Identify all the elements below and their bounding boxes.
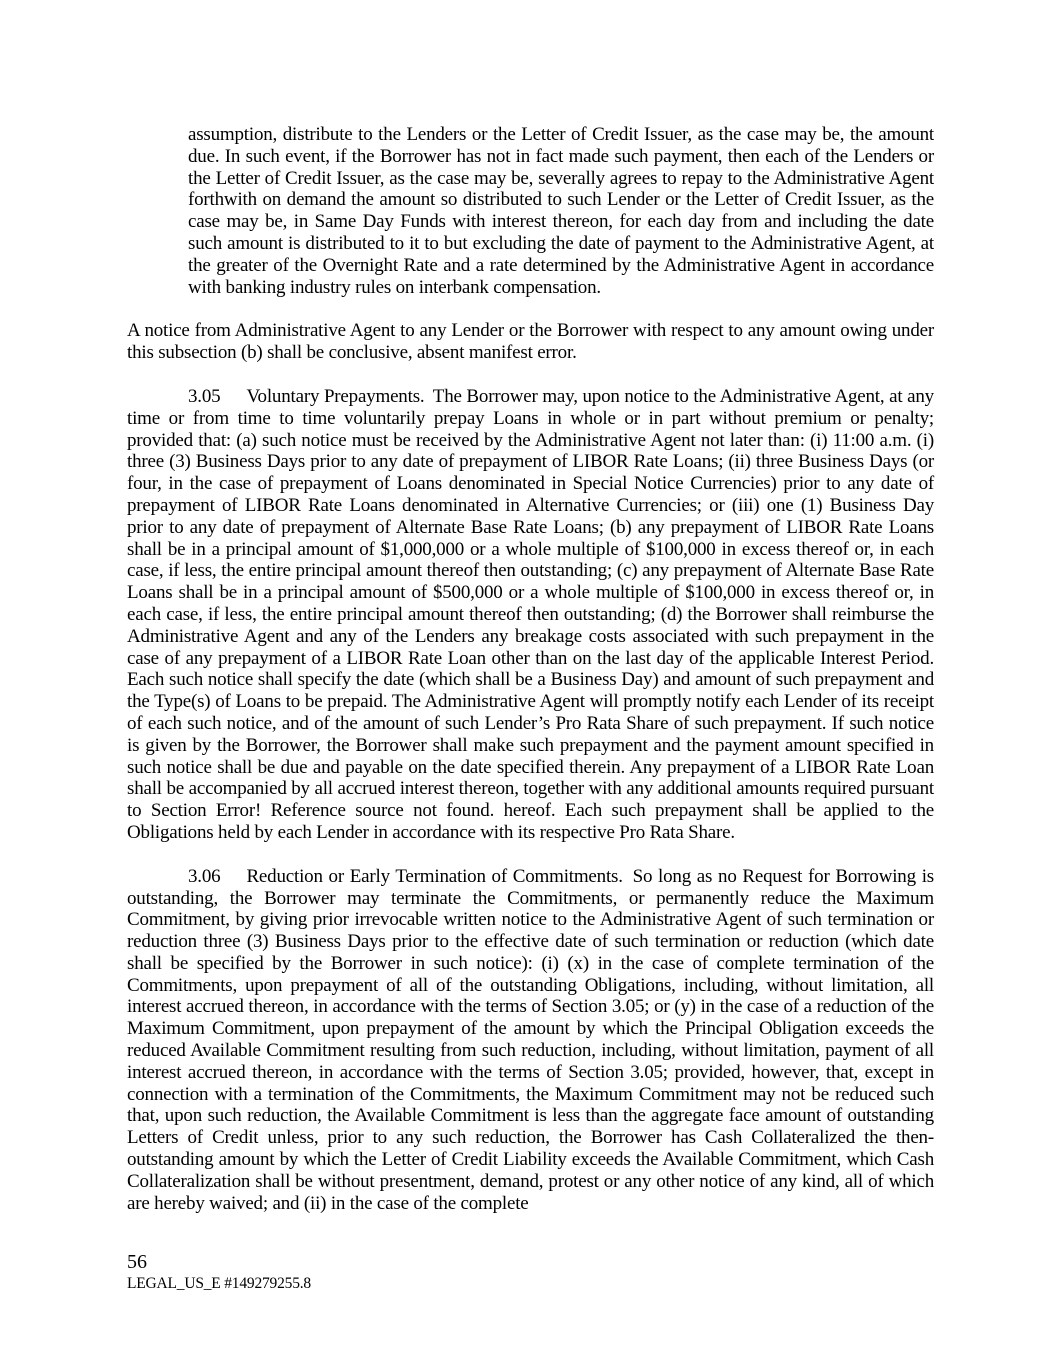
section-3-05-paragraph [127, 386, 934, 844]
page-body [127, 124, 934, 1236]
section-heading-voluntary-prepayments: Voluntary Prepayments. [246, 385, 425, 407]
section-body-3-06: So long as no Request for Borrowing is outstanding, the Borrower may terminate the Commitments, or permanently reduce the Maximum Commitment, by giving prior irrevocable written notice to the Administrative Agent of such termination or reduction three (3) Business Days prior to the effective date of such termination or reduction (which date shall be specified by the Borrower in such notice): (i) (x) in the case of complete termination of the Commitments, upon prepayment of all of the outstanding Obligations, including, without limitation, all interest accrued thereon, in accordance with the terms of Section 3.05; or (y) in the case of a reduction of the Maximum Commitment, upon prepayment of the amount by which the Principal Obligation exceeds the reduced Available Commitment resulting from such reduction, including, without limitation, payment of all interest accrued thereon, in accordance with the terms of Section 3.05; provided, however, that, except in connection with a termination of the Commitments, the Maximum Commitment may not be reduced such that, upon such reduction, the Available Commitment is less than the aggregate face amount of outstanding Letters of Credit unless, prior to any such reduction, the Borrower has Cash Collateralized the then-outstanding amount by which the Letter of Credit Liability exceeds the Available Commitment, which Cash Collateralization shall be without presentment, demand, protest or any other notice of any kind, all of which are hereby waived; and (ii) in the case of the complete [127, 865, 934, 1214]
page-footer [127, 1250, 311, 1294]
page-number: 56 [127, 1251, 147, 1273]
section-number-3-06: 3.06 [188, 865, 221, 887]
section-body-3-05: The Borrower may, upon notice to the Administrative Agent, at any time or from time to time voluntarily prepay Loans in whole or in part without premium or penalty; provided that: (a) such notice must be received by the Administrative Agent not later than: (i) 11:00 a.m. (i) three (3) Business Days prior to any date of prepayment of LIBOR Rate Loans; (ii) three Business Days (or four, in the case of prepayment of Loans denominated in Special Notice Currencies) prior to any date of prepayment of LIBOR Rate Loans denominated in Alternative Currencies; or (iii) one (1) Business Day prior to any date of prepayment of Alternate Base Rate Loans; (b) any prepayment of LIBOR Rate Loans shall be in a principal amount of $1,000,000 or a whole multiple of $100,000 in excess thereof or, in each case, if less, the entire principal amount thereof then outstanding; (c) any prepayment of Alternate Base Rate Loans shall be in a principal amount of $500,000 or a whole multiple of $100,000 in excess thereof or, in each case, if less, the entire principal amount thereof then outstanding; (d) the Borrower shall reimburse the Administrative Agent and any of the Lenders any breakage costs associated with such prepayment in the case of any prepayment of a LIBOR Rate Loan other than on the last day of the applicable Interest Period. Each such notice shall specify the date (which shall be a Business Day) and amount of such prepayment and the Type(s) of Loans to be prepaid. The Administrative Agent will promptly notify each Lender of its receipt of each such notice, and of the amount of such Lender’s Pro Rata Share of such prepayment. If such notice is given by the Borrower, the Borrower shall make such prepayment and the payment amount specified in such notice shall be due and payable on the date specified therein. Any prepayment of a LIBOR Rate Loan shall be accompanied by all accrued interest thereon, together with any additional amounts required pursuant to Section Error! Reference source not found. hereof. Each such prepayment shall be applied to the Obligations held by each Lender in accordance with its respective Pro Rata Share. [127, 385, 934, 843]
section-number-3-05: 3.05 [188, 385, 221, 407]
paragraph-notice: A notice from Administrative Agent to any Lender or the Borrower with respect to any amount owing under this subsection (b) shall be conclusive, absent manifest error. [127, 320, 934, 364]
section-3-06-paragraph [127, 866, 934, 1215]
paragraph-continuation: assumption, distribute to the Lenders or the Letter of Credit Issuer, as the case may be, the amount due. In such event, if the Borrower has not in fact made such payment, then each of the Lenders or the Letter of Credit Issuer, as the case may be, severally agrees to repay to the Administrative Agent forthwith on demand the amount so distributed to such Lender or the Letter of Credit Issuer, as the case may be, in Same Day Funds with interest thereon, for each day from and including the date such amount is distributed to it to but excluding the date of payment to the Administrative Agent, at the greater of the Overnight Rate and a rate determined by the Administrative Agent in accordance with banking industry rules on interbank compensation. [188, 124, 934, 298]
document-id-stamp: LEGAL_US_E #149279255.8 [127, 1275, 311, 1292]
section-heading-reduction-or-early-termination: Reduction or Early Termination of Commitments. [246, 865, 623, 887]
